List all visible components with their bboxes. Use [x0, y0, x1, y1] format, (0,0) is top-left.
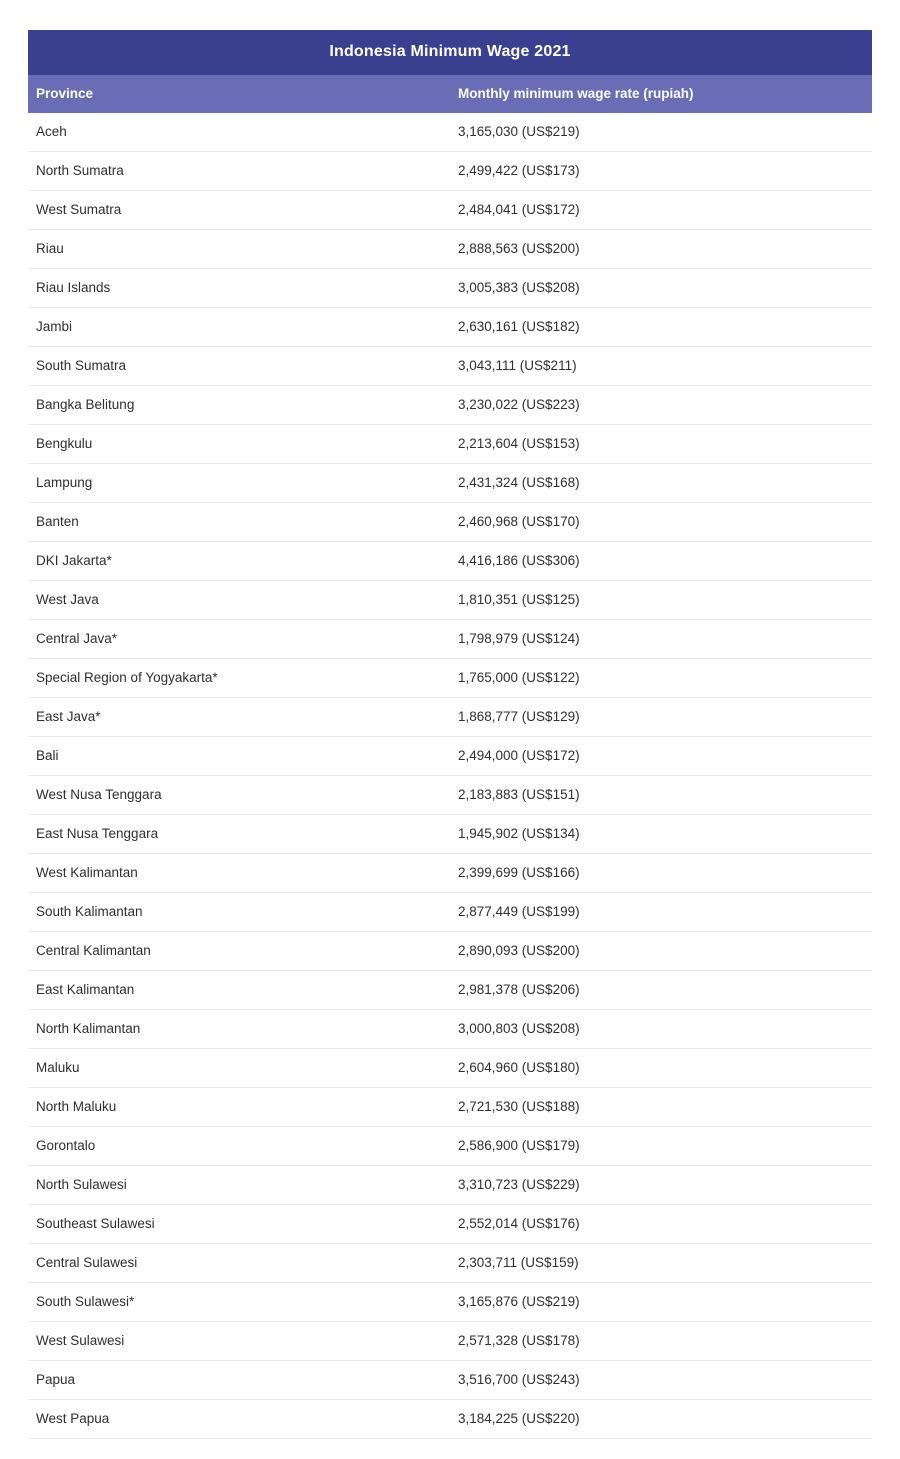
cell-wage: 2,552,014 (US$176)	[458, 1216, 580, 1231]
table-row	[28, 1010, 872, 1049]
table-row	[28, 1322, 872, 1361]
table-title: Indonesia Minimum Wage 2021	[28, 30, 872, 75]
table-row	[28, 386, 872, 425]
table-row	[28, 152, 872, 191]
table-row	[28, 1166, 872, 1205]
cell-province: Gorontalo	[36, 1138, 96, 1153]
cell-province: Bengkulu	[36, 436, 93, 451]
table-row	[28, 1205, 872, 1244]
table-row	[28, 191, 872, 230]
cell-province: West Java	[36, 592, 99, 607]
table-row	[28, 971, 872, 1010]
cell-province: Aceh	[36, 124, 67, 139]
cell-wage: 1,798,979 (US$124)	[458, 631, 580, 646]
cell-wage: 2,890,093 (US$200)	[458, 943, 580, 958]
cell-province: East Kalimantan	[36, 982, 135, 997]
table-row	[28, 542, 872, 581]
cell-wage: 1,810,351 (US$125)	[458, 592, 580, 607]
table-row	[28, 1361, 872, 1400]
minimum-wage-table	[28, 30, 872, 1439]
table-row	[28, 113, 872, 152]
table-row	[28, 698, 872, 737]
cell-wage: 1,945,902 (US$134)	[458, 826, 580, 841]
cell-wage: 2,888,563 (US$200)	[458, 241, 580, 256]
cell-wage: 2,630,161 (US$182)	[458, 319, 580, 334]
table-row	[28, 269, 872, 308]
cell-province: North Sumatra	[36, 163, 124, 178]
cell-province: South Sulawesi*	[36, 1294, 135, 1309]
column-header-wage: Monthly minimum wage rate (rupiah)	[458, 86, 694, 101]
table-row	[28, 1400, 872, 1439]
cell-province: Riau	[36, 241, 64, 256]
cell-province: Riau Islands	[36, 280, 111, 295]
cell-province: North Kalimantan	[36, 1021, 141, 1036]
cell-wage: 2,213,604 (US$153)	[458, 436, 580, 451]
cell-province: South Kalimantan	[36, 904, 143, 919]
cell-province: Special Region of Yogyakarta*	[36, 670, 218, 685]
cell-wage: 2,484,041 (US$172)	[458, 202, 580, 217]
cell-province: South Sumatra	[36, 358, 127, 373]
table-body	[28, 113, 872, 1439]
cell-wage: 3,000,803 (US$208)	[458, 1021, 580, 1036]
cell-province: Maluku	[36, 1060, 80, 1075]
cell-province: DKI Jakarta*	[36, 553, 112, 568]
table-row	[28, 1244, 872, 1283]
table-row	[28, 932, 872, 971]
cell-province: Lampung	[36, 475, 93, 490]
table-row	[28, 815, 872, 854]
cell-province: West Nusa Tenggara	[36, 787, 162, 802]
cell-wage: 3,043,111 (US$211)	[458, 358, 577, 373]
table-header-row	[28, 75, 872, 113]
cell-wage: 2,183,883 (US$151)	[458, 787, 580, 802]
cell-wage: 2,571,328 (US$178)	[458, 1333, 580, 1348]
cell-wage: 2,499,422 (US$173)	[458, 163, 580, 178]
cell-wage: 2,494,000 (US$172)	[458, 748, 580, 763]
cell-province: West Sumatra	[36, 202, 122, 217]
cell-province: East Nusa Tenggara	[36, 826, 159, 841]
cell-wage: 2,303,711 (US$159)	[458, 1255, 579, 1270]
cell-province: Central Kalimantan	[36, 943, 151, 958]
table-row	[28, 581, 872, 620]
table-row	[28, 347, 872, 386]
cell-wage: 3,184,225 (US$220)	[458, 1411, 580, 1426]
cell-province: North Maluku	[36, 1099, 117, 1114]
cell-wage: 2,877,449 (US$199)	[458, 904, 580, 919]
cell-wage: 2,721,530 (US$188)	[458, 1099, 580, 1114]
cell-province: Central Sulawesi	[36, 1255, 138, 1270]
cell-wage: 1,868,777 (US$129)	[458, 709, 580, 724]
cell-wage: 2,586,900 (US$179)	[458, 1138, 580, 1153]
cell-wage: 2,460,968 (US$170)	[458, 514, 580, 529]
table-row	[28, 620, 872, 659]
cell-wage: 1,765,000 (US$122)	[458, 670, 580, 685]
table-row	[28, 776, 872, 815]
table-row	[28, 1283, 872, 1322]
cell-province: Bangka Belitung	[36, 397, 135, 412]
cell-province: West Kalimantan	[36, 865, 138, 880]
cell-province: Southeast Sulawesi	[36, 1216, 155, 1231]
cell-province: Bali	[36, 748, 59, 763]
cell-province: East Java*	[36, 709, 101, 724]
cell-wage: 2,981,378 (US$206)	[458, 982, 580, 997]
cell-wage: 3,516,700 (US$243)	[458, 1372, 580, 1387]
table-row	[28, 893, 872, 932]
table-row	[28, 737, 872, 776]
table-row	[28, 1049, 872, 1088]
cell-wage: 2,431,324 (US$168)	[458, 475, 580, 490]
cell-province: West Sulawesi	[36, 1333, 125, 1348]
cell-wage: 3,005,383 (US$208)	[458, 280, 580, 295]
cell-wage: 4,416,186 (US$306)	[458, 553, 580, 568]
cell-wage: 3,310,723 (US$229)	[458, 1177, 580, 1192]
table-row	[28, 1127, 872, 1166]
cell-province: Jambi	[36, 319, 73, 334]
cell-province: Central Java*	[36, 631, 118, 646]
table-row	[28, 230, 872, 269]
table-row	[28, 854, 872, 893]
cell-wage: 3,165,876 (US$219)	[458, 1294, 580, 1309]
cell-province: Banten	[36, 514, 79, 529]
cell-province: North Sulawesi	[36, 1177, 127, 1192]
cell-wage: 3,165,030 (US$219)	[458, 124, 580, 139]
table-row	[28, 464, 872, 503]
cell-province: West Papua	[36, 1411, 110, 1426]
table-row	[28, 1088, 872, 1127]
cell-wage: 3,230,022 (US$223)	[458, 397, 580, 412]
table-row	[28, 503, 872, 542]
table-row	[28, 425, 872, 464]
table-row	[28, 308, 872, 347]
cell-wage: 2,604,960 (US$180)	[458, 1060, 580, 1075]
cell-province: Papua	[36, 1372, 76, 1387]
cell-wage: 2,399,699 (US$166)	[458, 865, 580, 880]
column-header-province: Province	[36, 86, 94, 101]
table-row	[28, 659, 872, 698]
